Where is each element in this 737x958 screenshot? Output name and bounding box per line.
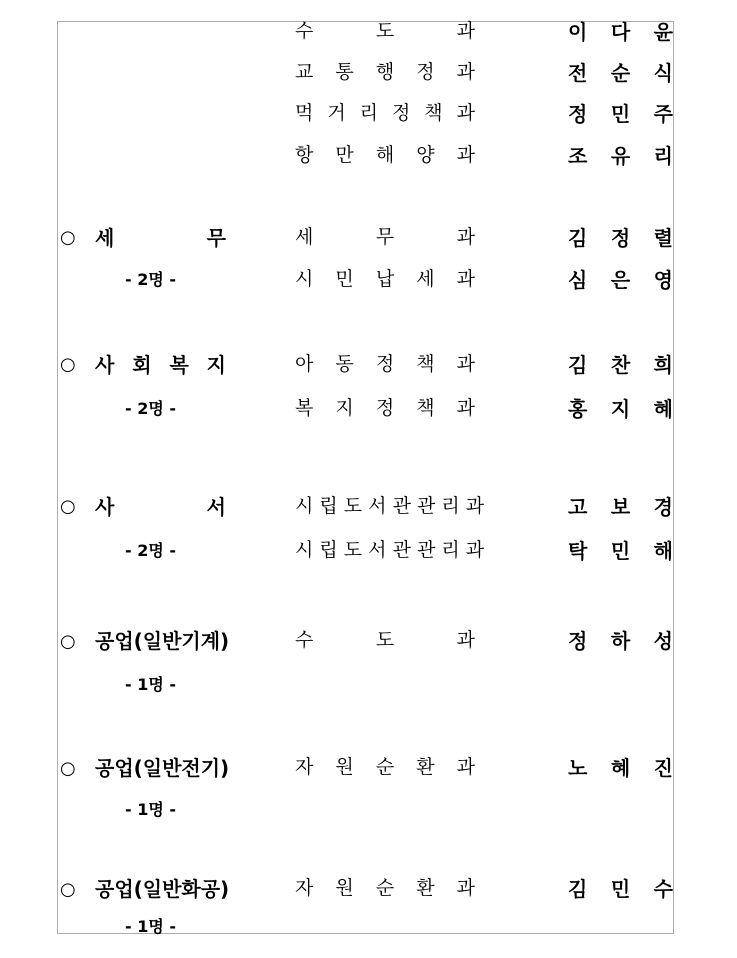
bullet-mark: ○: [60, 227, 76, 248]
dept-label: 시 립 도 서 관 관 리 과: [295, 539, 485, 561]
dept-label: 항 만 해 양 과: [295, 144, 475, 166]
person-name: 전 순 식: [568, 61, 673, 85]
category-count: - 1명 -: [125, 675, 177, 694]
category-label: 공업(일반기계): [95, 629, 230, 653]
dept-label: 수 도 과: [295, 20, 475, 42]
category-count: - 2명 -: [125, 270, 177, 289]
dept-label: 수 도 과: [295, 629, 475, 651]
bullet-mark: ○: [60, 496, 76, 517]
dept-label: 자 원 순 환 과: [295, 756, 475, 778]
person-name: 정 하 성: [568, 629, 673, 653]
dept-label: 시 립 도 서 관 관 리 과: [295, 495, 485, 517]
bullet-mark: ○: [60, 631, 76, 652]
category-label: 공업(일반화공): [95, 877, 230, 901]
category-label: 공업(일반전기): [95, 756, 230, 780]
category-label: 사 회 복 지: [95, 353, 226, 377]
dept-label: 세 무 과: [295, 226, 475, 248]
person-name: 홍 지 혜: [568, 397, 673, 421]
person-name: 탁 민 해: [568, 539, 673, 563]
dept-label: 시 민 납 세 과: [295, 268, 475, 290]
bullet-mark: ○: [60, 879, 76, 900]
person-name: 심 은 영: [568, 268, 673, 292]
person-name: 이 다 윤: [568, 20, 673, 44]
dept-label: 자 원 순 환 과: [295, 877, 475, 899]
category-label: 세 무: [95, 226, 226, 250]
category-count: - 2명 -: [125, 541, 177, 560]
category-label: 사 서: [95, 495, 226, 519]
bullet-mark: ○: [60, 758, 76, 779]
category-count: - 2명 -: [125, 399, 177, 418]
bullet-mark: ○: [60, 354, 76, 375]
person-name: 노 혜 진: [568, 756, 673, 780]
dept-label: 교 통 행 정 과: [295, 61, 475, 83]
dept-label: 복 지 정 책 과: [295, 397, 475, 419]
category-count: - 1명 -: [125, 917, 177, 936]
category-count: - 1명 -: [125, 800, 177, 819]
person-name: 김 찬 희: [568, 353, 673, 377]
dept-label: 먹 거 리 정 책 과: [295, 102, 475, 124]
person-name: 조 유 리: [568, 144, 673, 168]
person-name: 김 민 수: [568, 877, 673, 901]
dept-label: 아 동 정 책 과: [295, 353, 475, 375]
person-name: 고 보 경: [568, 495, 673, 519]
person-name: 정 민 주: [568, 102, 673, 126]
person-name: 김 정 렬: [568, 226, 673, 250]
